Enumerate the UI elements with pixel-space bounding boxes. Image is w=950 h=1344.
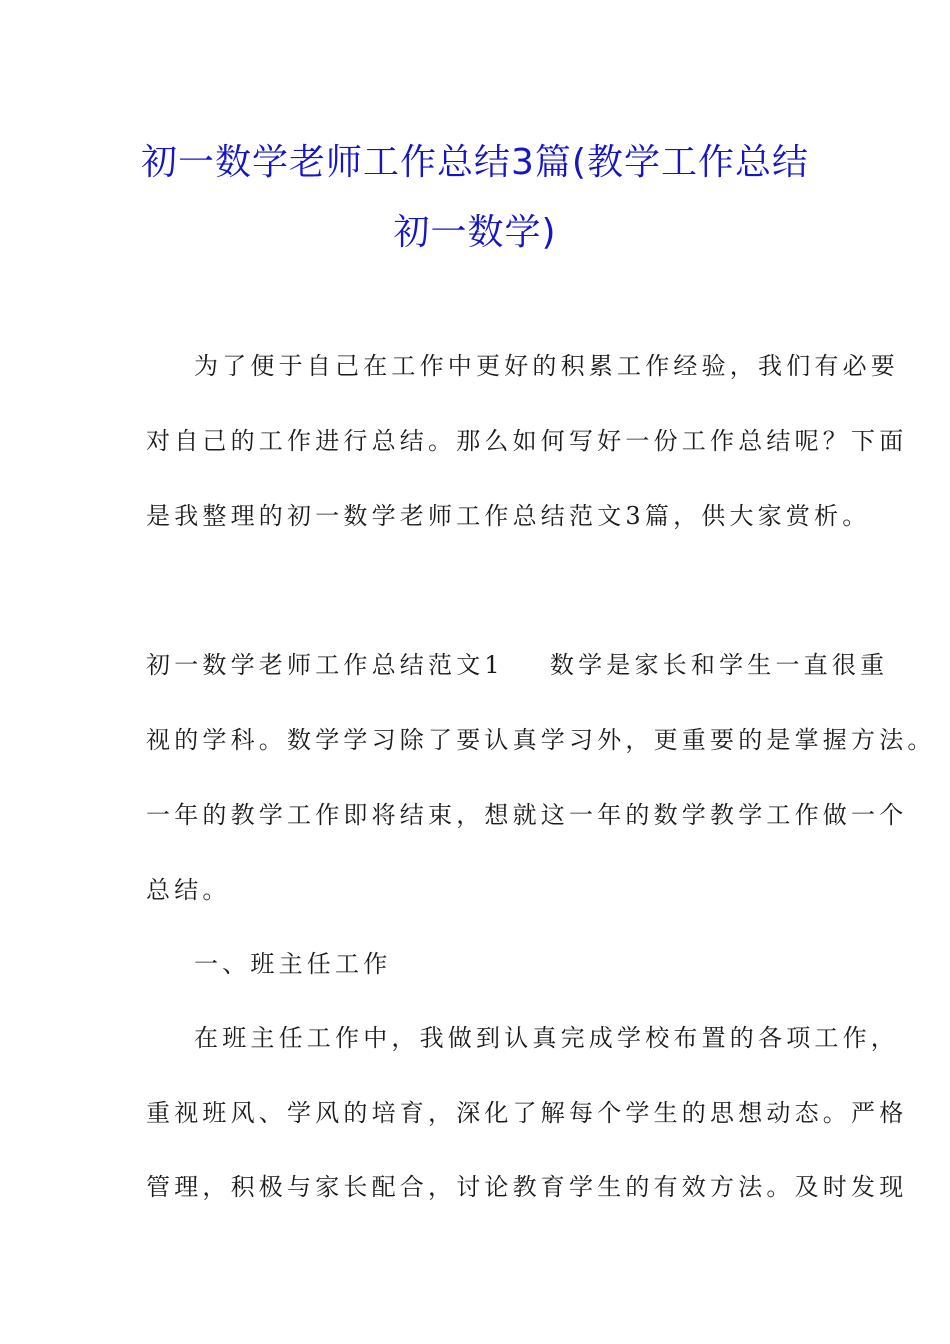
subsection-line-1: 在班主任工作中，我做到认真完成学校布置的各项工作，: [194, 1024, 899, 1052]
section-1-line-4: 总结。: [146, 876, 231, 904]
intro-line-3: 是我整理的初一数学老师工作总结范文3篇，供大家赏析。: [146, 502, 871, 530]
document-title-line-2: 初一数学): [393, 212, 557, 253]
subsection-line-2: 重视班风、学风的培育，深化了解每个学生的思想动态。严格: [146, 1099, 908, 1127]
section-1-line-3: 一年的教学工作即将结束，想就这一年的数学教学工作做一个: [146, 801, 908, 829]
intro-line-2: 对自己的工作进行总结。那么如何写好一份工作总结呢？下面: [146, 427, 908, 455]
section-1-first-line: [146, 645, 888, 680]
subsection-heading: 一、班主任工作: [194, 950, 392, 978]
subsection-line-3: 管理，积极与家长配合，讨论教育学生的有效方法。及时发现: [146, 1173, 908, 1201]
section-1-heading: 初一数学老师工作总结范文1: [146, 651, 504, 679]
document-title-line-1: 初一数学老师工作总结3篇(教学工作总结: [141, 142, 809, 183]
section-1-text-start: 数学是家长和学生一直很重: [549, 651, 889, 679]
intro-line-1: 为了便于自己在工作中更好的积累工作经验，我们有必要: [194, 352, 899, 380]
section-1-line-2: 视的学科。数学学习除了要认真学习外，更重要的是掌握方法。: [146, 726, 936, 754]
